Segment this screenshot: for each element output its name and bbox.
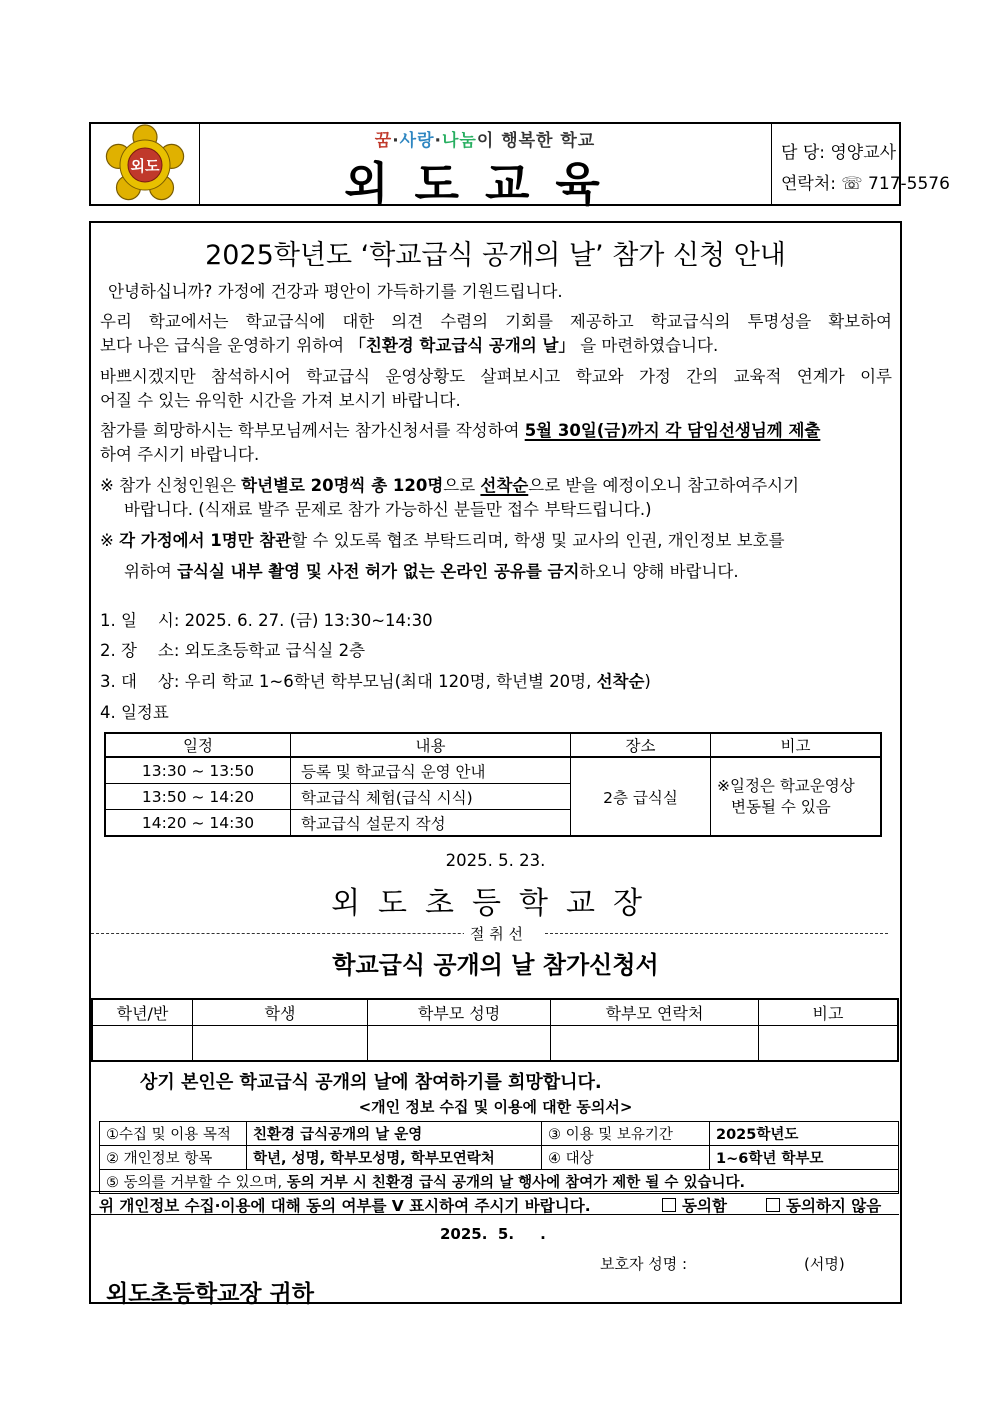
target-value: 1~6학년 학부모 <box>710 1146 899 1170</box>
guardian-label: 보호자 성명 : <box>600 1255 688 1273</box>
schedule-header-note: 비고 <box>711 733 882 757</box>
consent-title: <개인 정보 수집 및 이용에 대한 동의서> <box>358 1098 633 1116</box>
school-emblem-icon <box>91 124 199 204</box>
form-title: 학교급식 공개의 날 참가신청서 <box>332 951 659 979</box>
refusal-notice: ⑤ 동의를 거부할 수 있으며, 동의 거부 시 친환경 급식 공개의 날 행사에 참여가 제한 될 수 있습니다. <box>100 1170 899 1194</box>
schedule-note: ※일정은 학교운영상 변동될 수 있음 <box>711 757 882 836</box>
consent-prompt: 위 개인정보 수집·이용에 대해 동의 여부를 V 표시하여 주시기 바랍니다. <box>99 1197 591 1215</box>
schedule-header-time: 일정 <box>105 733 291 757</box>
form-header-parent-contact: 학부모 연락처 <box>551 999 759 1025</box>
paragraph-1-line-2: 보다 나은 급식을 운영하기 위하여 「친환경 학교급식 공개의 날」 을 마련하였습니다. <box>100 336 719 355</box>
schedule-time: 13:50 ~ 14:20 <box>105 784 291 810</box>
notice-date: 2025. 5. 23. <box>445 851 546 870</box>
disagree-checkbox[interactable] <box>766 1198 780 1212</box>
paragraph-2-line-2: 어질 수 있는 유익한 시간을 가져 보시기 바랍니다. <box>100 391 461 410</box>
period-value: 2025학년도 <box>710 1122 899 1146</box>
contact-cell <box>771 124 950 204</box>
item-target: 3. 대 상: 우리 학교 1~6학년 학부모님(최대 120명, 학년별 20명, 선착순) <box>100 672 651 691</box>
purpose-value: 친환경 급식공개의 날 운영 <box>247 1122 542 1146</box>
phone-info: 연락처: ☏ 717-5576 <box>781 174 950 194</box>
note-2-line-2: 위하여 급식실 내부 촬영 및 사전 허가 없는 온라인 공유를 금지하오니 양해 바랍니다. <box>124 562 739 581</box>
signature-label: (서명) <box>804 1255 845 1273</box>
principal-name: 외도초등학교장 <box>331 886 660 921</box>
purpose-label: ①수집 및 이용 목적 <box>100 1122 247 1146</box>
slogan-segment: 꿈 <box>374 131 393 151</box>
parent-contact-field[interactable] <box>551 1025 759 1061</box>
parent-name-field[interactable] <box>368 1025 551 1061</box>
schedule-content: 학교급식 설문지 작성 <box>291 810 571 837</box>
greeting: 안녕하십니까? 가정에 건강과 평안이 가득하기를 기원드립니다. <box>108 282 563 301</box>
form-entry-row <box>92 1025 898 1061</box>
target-label: ④ 대상 <box>542 1146 710 1170</box>
divider <box>91 1214 899 1215</box>
notice-title: 2025학년도 ‘학교급식 공개의 날’ 참가 신청 안내 <box>205 240 786 271</box>
slogan-segment: 사랑 <box>399 131 435 151</box>
items-value: 학년, 성명, 학부모성명, 학부모연락처 <box>247 1146 542 1170</box>
slogan-segment: 이 행복한 학교 <box>476 131 596 151</box>
application-table <box>91 998 899 1062</box>
note-1-line-1: ※ 참가 신청인원은 학년별로 20명씩 총 120명으로 선착순으로 받을 예정이오니 참고하여주시기 <box>100 476 800 495</box>
schedule-content: 학교급식 체험(급식 시식) <box>291 784 571 810</box>
application-date: 2025. 5. . <box>440 1225 546 1243</box>
form-header-parent-name: 학부모 성명 <box>368 999 551 1025</box>
addressee: 외도초등학교장 귀하 <box>106 1281 314 1307</box>
note-field[interactable] <box>759 1025 899 1061</box>
title-cell <box>199 124 772 211</box>
note-2-line-1: ※ 각 가정에서 1명만 참관할 수 있도록 협조 부탁드리며, 학생 및 교사의 인권, 개인정보 보호를 <box>100 531 785 550</box>
slogan-segment: · <box>434 131 442 151</box>
paragraph-3-line-1: 참가를 희망하시는 학부모님께서는 참가신청서를 작성하여 5월 30일(금)까지 각 담임선생님께 제출 <box>100 421 821 440</box>
items-label: ② 개인정보 항목 <box>100 1146 247 1170</box>
divider <box>91 1191 899 1192</box>
letterhead <box>89 122 950 211</box>
student-field[interactable] <box>193 1025 368 1061</box>
agree-option[interactable]: 동의함 <box>662 1194 727 1216</box>
form-header-note: 비고 <box>759 999 899 1025</box>
newsletter-title: 외도교육 <box>344 157 626 211</box>
item-schedule: 4. 일정표 <box>100 703 169 722</box>
schedule-table <box>104 732 882 837</box>
consent-table <box>99 1121 899 1194</box>
paragraph-1-line-1: 우리 학교에서는 학교급식에 대한 의견 수렴의 기회를 제공하고 학교급식의 투명성을 확보하여 <box>100 312 892 331</box>
class-field[interactable] <box>92 1025 193 1061</box>
schedule-header-content: 내용 <box>291 733 571 757</box>
slogan-segment: · <box>392 131 400 151</box>
period-label: ③ 이용 및 보유기간 <box>542 1122 710 1146</box>
cut-line-left <box>91 933 511 934</box>
cut-line-right <box>545 933 888 934</box>
disagree-option[interactable]: 동의하지 않음 <box>766 1194 881 1216</box>
table-row <box>105 757 881 784</box>
item-date: 1. 일 시: 2025. 6. 27. (금) 13:30~14:30 <box>100 611 433 630</box>
logo-cell <box>91 124 200 204</box>
participation-statement: 상기 본인은 학교급식 공개의 날에 참여하기를 희망합니다. <box>140 1072 602 1093</box>
note-1-line-2: 바랍니다. (식재료 발주 문제로 참가 가능하신 분들만 접수 부탁드립니다.) <box>124 500 652 519</box>
emblem-text: 외도 <box>130 157 160 175</box>
form-header-class: 학년/반 <box>92 999 193 1025</box>
cut-line-label: 절 취 선 <box>464 923 529 944</box>
schedule-header-place: 장소 <box>571 733 711 757</box>
form-header-student: 학생 <box>193 999 368 1025</box>
staff-info: 담 당: 영양교사 <box>781 143 897 163</box>
item-place: 2. 장 소: 외도초등학교 급식실 2층 <box>100 641 366 660</box>
paragraph-3-line-2: 하여 주시기 바랍니다. <box>100 445 260 464</box>
schedule-time: 14:20 ~ 14:30 <box>105 810 291 837</box>
schedule-content: 등록 및 학교급식 운영 안내 <box>291 757 571 784</box>
paragraph-2-line-1: 바쁘시겠지만 참석하시어 학교급식 운영상황도 살펴보시고 학교와 가정 간의 교육적 연계가 이루 <box>100 367 892 386</box>
schedule-time: 13:30 ~ 13:50 <box>105 757 291 784</box>
schedule-place: 2층 급식실 <box>571 757 711 836</box>
agree-checkbox[interactable] <box>662 1198 676 1212</box>
slogan-segment: 나눔 <box>442 131 477 151</box>
